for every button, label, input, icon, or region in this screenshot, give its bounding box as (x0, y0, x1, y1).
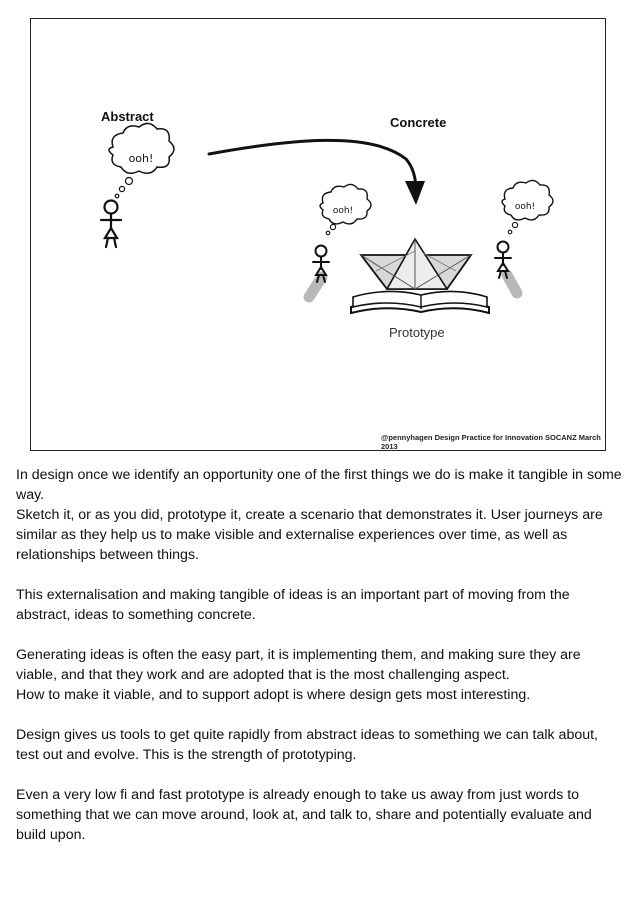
notes-paragraph: Design gives us tools to get quite rapidly from abstract ideas to something we can talk about, test out and evolve. This is the strength of prototyping. (16, 727, 598, 763)
notes-paragraph: Generating ideas is often the easy part, it is implementing them, and making sure they are viable, and that they work and are adopted that is the most challenging aspect. (16, 647, 581, 683)
slide-illustration (31, 19, 607, 452)
arrow-curve (209, 140, 416, 191)
notes-paragraph: In design once we identify an opportunity one of the first things we do is make it tangible in some way. (16, 467, 622, 503)
label-concrete: Concrete (390, 115, 447, 130)
notes-paragraph: Even a very low fi and fast prototype is already enough to take us away from just words to something that we can move around, look at, and talk to, share and potentially evaluate and build upon. (16, 787, 592, 843)
label-abstract: Abstract (101, 109, 154, 124)
thought-bubble-abstract (109, 123, 174, 197)
label-prototype: Prototype (389, 325, 445, 340)
shadow-right (507, 275, 517, 293)
paper-boat-on-book (351, 239, 489, 313)
svg-text:ooh!: ooh! (128, 152, 154, 165)
svg-text:ooh!: ooh! (514, 202, 536, 212)
arrow-head (405, 181, 425, 205)
speaker-notes (16, 465, 622, 865)
notes-paragraph: This externalisation and making tangible of ideas is an important part of moving from the abstract, ideas to something concrete. (16, 587, 570, 623)
slide-frame (30, 18, 606, 451)
slide-credit: @pennyhagen Design Practice for Innovation SOCANZ March 2013 (381, 433, 601, 451)
thought-bubble-right (502, 180, 553, 233)
shadow-left (309, 277, 322, 297)
stick-figure-abstract (101, 201, 121, 248)
thought-bubble-left (320, 184, 371, 234)
notes-paragraph: Sketch it, or as you did, prototype it, create a scenario that demonstrates it. User journeys are similar as they help us to make visible and externalise experiences over time, as well as relationships between things. (16, 507, 603, 563)
notes-paragraph: How to make it viable, and to support adopt is where design gets most interesting. (16, 687, 531, 703)
svg-text:ooh!: ooh! (332, 206, 354, 216)
